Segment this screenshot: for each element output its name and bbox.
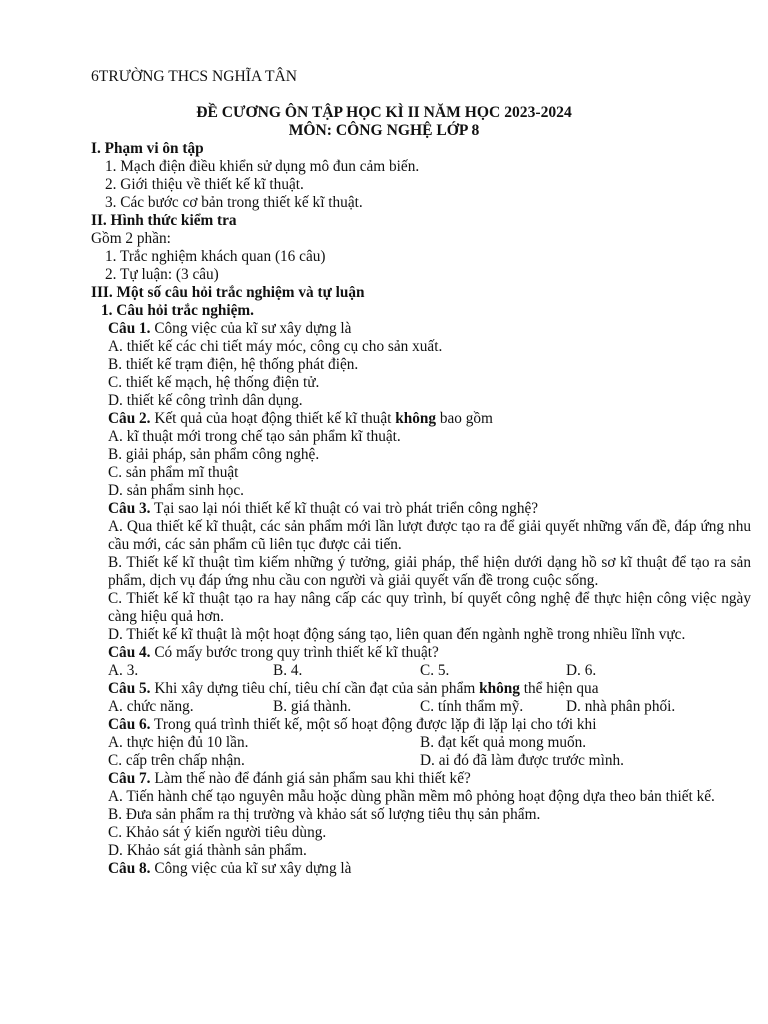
question-3: [91, 500, 751, 518]
answer-option: D. sản phẩm sinh học.: [108, 482, 244, 499]
question-number: Câu 4.: [108, 644, 151, 661]
question-text: bao gồm: [436, 410, 493, 427]
answer-row: [91, 734, 751, 752]
answer-option: A. thực hiện đủ 10 lần.: [108, 734, 249, 751]
answer-option: A. Tiến hành chế tạo nguyên mẫu hoặc dùng phần mềm mô phỏng hoạt động dựa theo bản thiết kế.: [108, 788, 715, 805]
answer-option: B. Thiết kế kĩ thuật tìm kiếm những ý tưởng, giải pháp, thể hiện dưới dạng hồ sơ kĩ thuật để tạo ra sản phẩm, dịch vụ đáp ứng nhu cầu con người và giải quyết vấn đề trong cuộc sống.: [108, 554, 751, 589]
answer-option: B. đạt kết quả mong muốn.: [420, 734, 587, 751]
question-text: Tại sao lại nói thiết kế kĩ thuật có vai trò phát triển công nghệ?: [150, 500, 539, 517]
question-text: Có mấy bước trong quy trình thiết kế kĩ thuật?: [150, 644, 439, 661]
answer-option: B. giá thành.: [273, 698, 352, 715]
answer-option: C. sản phẩm mĩ thuật: [108, 464, 239, 481]
list-item: 3. Các bước cơ bản trong thiết kế kĩ thuật.: [105, 194, 363, 211]
question-text: Công việc của kĩ sư xây dựng là: [150, 860, 352, 877]
answer-option: A. thiết kế các chi tiết máy móc, công cụ cho sản xuất.: [108, 338, 443, 355]
document-body: [91, 140, 751, 878]
question-text: Khi xây dựng tiêu chí, tiêu chí cần đạt của sản phẩm: [150, 680, 480, 697]
question-number: Câu 6.: [108, 716, 151, 733]
answer-option: D. ai đó đã làm được trước mình.: [420, 752, 624, 769]
section-2-lead: Gồm 2 phần:: [91, 230, 171, 247]
answer-option: B. giải pháp, sản phẩm công nghệ.: [108, 446, 320, 463]
question-1: [91, 320, 751, 338]
section-2-heading: II. Hình thức kiểm tra: [91, 212, 237, 229]
answer-row: [91, 662, 751, 680]
question-2: [91, 410, 751, 428]
question-8: [91, 860, 751, 878]
list-item: 2. Giới thiệu về thiết kế kĩ thuật.: [105, 176, 304, 193]
answer-option: C. Thiết kế kĩ thuật tạo ra hay nâng cấp các quy trình, bí quyết công nghệ để thực hiện công việc ngày càng hiệu quả hơn.: [108, 590, 751, 625]
question-5: [91, 680, 751, 698]
question-7: [91, 770, 751, 788]
answer-option: D. Khảo sát giá thành sản phẩm.: [108, 842, 307, 859]
list-item: 1. Trắc nghiệm khách quan (16 câu): [105, 248, 326, 265]
answer-row: [91, 752, 751, 770]
section-1-heading: I. Phạm vi ôn tập: [91, 140, 204, 157]
question-text: Công việc của kĩ sư xây dựng là: [150, 320, 352, 337]
question-text: Làm thế nào để đánh giá sản phẩm sau khi thiết kế?: [150, 770, 471, 787]
question-number: Câu 8.: [108, 860, 151, 877]
document-title: ĐỀ CƯƠNG ÔN TẬP HỌC KÌ II NĂM HỌC 2023-2024: [196, 104, 572, 121]
list-item: 1. Mạch điện điều khiển sử dụng mô đun cảm biến.: [105, 158, 420, 175]
answer-option: D. Thiết kế kĩ thuật là một hoạt động sáng tạo, liên quan đến ngành nghề trong nhiều lĩnh vực.: [108, 626, 686, 643]
answer-option: A. kĩ thuật mới trong chế tạo sản phẩm kĩ thuật.: [108, 428, 401, 445]
question-4: [91, 644, 751, 662]
answer-option: B. thiết kế trạm điện, hệ thống phát điện.: [108, 356, 359, 373]
answer-option: D. 6.: [566, 662, 597, 679]
question-number: Câu 2.: [108, 410, 151, 427]
question-text: Kết quả của hoạt động thiết kế kĩ thuật: [150, 410, 396, 427]
answer-option: C. cấp trên chấp nhận.: [108, 752, 245, 769]
question-6: [91, 716, 751, 734]
answer-row: [91, 698, 751, 716]
subsection-heading: 1. Câu hỏi trắc nghiệm.: [101, 302, 254, 319]
answer-option: B. 4.: [273, 662, 303, 679]
emphasis-text: không: [479, 680, 520, 697]
answer-option: C. thiết kế mạch, hệ thống điện tử.: [108, 374, 320, 391]
answer-option: A. chức năng.: [108, 698, 194, 715]
answer-option: C. tính thẩm mỹ.: [420, 698, 524, 715]
answer-option: D. nhà phân phối.: [566, 698, 676, 715]
question-number: Câu 7.: [108, 770, 151, 787]
answer-option: D. thiết kế công trình dân dụng.: [108, 392, 303, 409]
answer-option: A. Qua thiết kế kĩ thuật, các sản phẩm mới lần lượt được tạo ra để giải quyết những vấn đề, đáp ứng nhu cầu mới, các sản phẩm cũ liên tục được cải tiến.: [108, 518, 751, 553]
list-item: 2. Tự luận: (3 câu): [105, 266, 219, 283]
question-number: Câu 1.: [108, 320, 151, 337]
school-name: 6TRƯỜNG THCS NGHĨA TÂN: [91, 68, 298, 85]
answer-option: B. Đưa sản phẩm ra thị trường và khảo sát số lượng tiêu thụ sản phẩm.: [108, 806, 541, 823]
answer-option: C. Khảo sát ý kiến người tiêu dùng.: [108, 824, 327, 841]
emphasis-text: không: [395, 410, 437, 427]
question-number: Câu 3.: [108, 500, 151, 517]
section-3-heading: III. Một số câu hỏi trắc nghiệm và tự luận: [91, 284, 365, 301]
subject-title: MÔN: CÔNG NGHỆ LỚP 8: [288, 122, 480, 139]
question-number: Câu 5.: [108, 680, 151, 697]
question-text: thể hiện qua: [519, 680, 599, 697]
answer-option: C. 5.: [420, 662, 450, 679]
question-text: Trong quá trình thiết kế, một số hoạt động được lặp đi lặp lại cho tới khi: [150, 716, 597, 733]
answer-option: A. 3.: [108, 662, 139, 679]
